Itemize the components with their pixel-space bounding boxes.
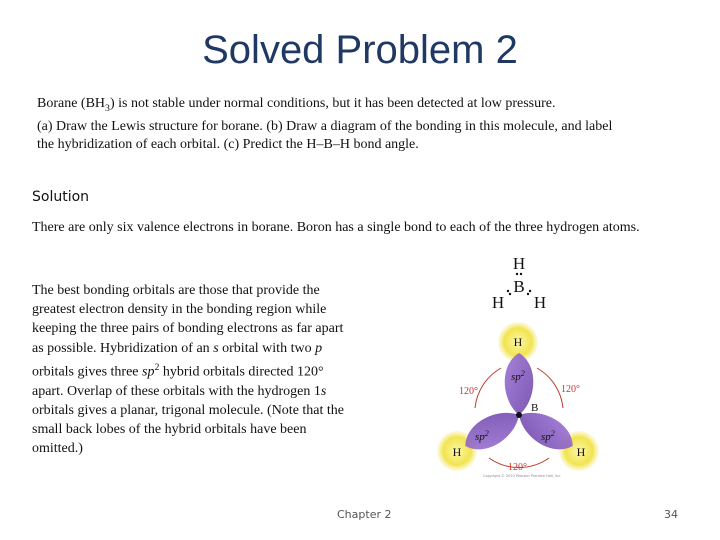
sp2-label-left: $sp^2$ xyxy=(475,429,489,443)
problem-text: the hybridization of each orbital. (c) Predict the H–B–H bond angle. xyxy=(37,136,419,152)
text-run: hybrid orbitals directed 120° apart. Overlap of these orbitals with the hydrogen 1 xyxy=(32,364,324,399)
angle-arc-left xyxy=(475,368,501,408)
superscript: 2 xyxy=(154,361,160,373)
h-label-top: H xyxy=(513,335,523,349)
subscript: 3 xyxy=(105,102,110,114)
electron-dot xyxy=(529,290,531,292)
h-label-left: H xyxy=(452,445,462,459)
text-run: s xyxy=(320,383,327,399)
lewis-h-left: H xyxy=(491,293,505,312)
text-run: orbitals gives three xyxy=(32,364,143,380)
sp2-label-right: $sp^2$ xyxy=(541,429,555,443)
lewis-h-right: H xyxy=(533,293,547,312)
text-run: p xyxy=(315,340,323,356)
electron-dot xyxy=(516,273,518,275)
text-run: sp xyxy=(142,364,155,380)
problem-statement xyxy=(37,95,707,154)
solution-paragraph-1: There are only six valence electrons in borane. Boron has a single bond to each of the three hydrogen atoms. xyxy=(32,220,640,235)
text-run: orbitals gives a planar, trigonal molecule. (Note that the small back lobes of the hybrid orbitals have been omitted.) xyxy=(32,402,345,457)
angle-arc-right xyxy=(537,368,563,408)
solution-heading: Solution xyxy=(32,189,90,205)
sp2-lobe-top xyxy=(505,353,534,415)
problem-text: (a) Draw the Lewis structure for borane. (b) Draw a diagram of the bonding in this molecule, and label xyxy=(37,118,613,134)
electron-dot xyxy=(520,273,522,275)
lewis-structure xyxy=(488,252,550,312)
electron-dot xyxy=(527,293,529,295)
slide-title: Solved Problem 2 xyxy=(202,28,518,72)
text-run: s xyxy=(213,340,219,356)
electron-dot xyxy=(509,293,511,295)
text-run: The best bonding orbitals are those that provide the greatest electron density in the bonding region while keeping the three pairs of bonding electrons as far apart as possible. Hybridization of an xyxy=(32,283,344,356)
lewis-h-top: H xyxy=(512,254,526,273)
angle-label-bottom: 120° xyxy=(508,462,527,473)
orbital-diagram xyxy=(435,318,610,480)
footer-chapter: Chapter 2 xyxy=(337,508,392,521)
boron-nucleus xyxy=(516,412,522,418)
b-label: B xyxy=(531,402,539,414)
problem-text: ) is not stable under normal conditions, but it has been detected at low pressure. xyxy=(109,96,556,111)
text-run: orbital with two xyxy=(218,340,316,356)
copyright-text: Copyright © 2010 Pearson Prentice Hall, Inc. xyxy=(483,474,562,478)
problem-text: Borane (BH xyxy=(37,96,106,111)
electron-dot xyxy=(507,290,509,292)
h-label-right: H xyxy=(576,445,586,459)
angle-label-right: 120° xyxy=(561,384,580,395)
lewis-b-center: B xyxy=(513,277,525,296)
sp2-label-top: $sp^2$ xyxy=(511,369,525,383)
page-number: 34 xyxy=(664,508,678,521)
solution-paragraph-2 xyxy=(32,281,350,458)
angle-label-left: 120° xyxy=(459,386,478,397)
